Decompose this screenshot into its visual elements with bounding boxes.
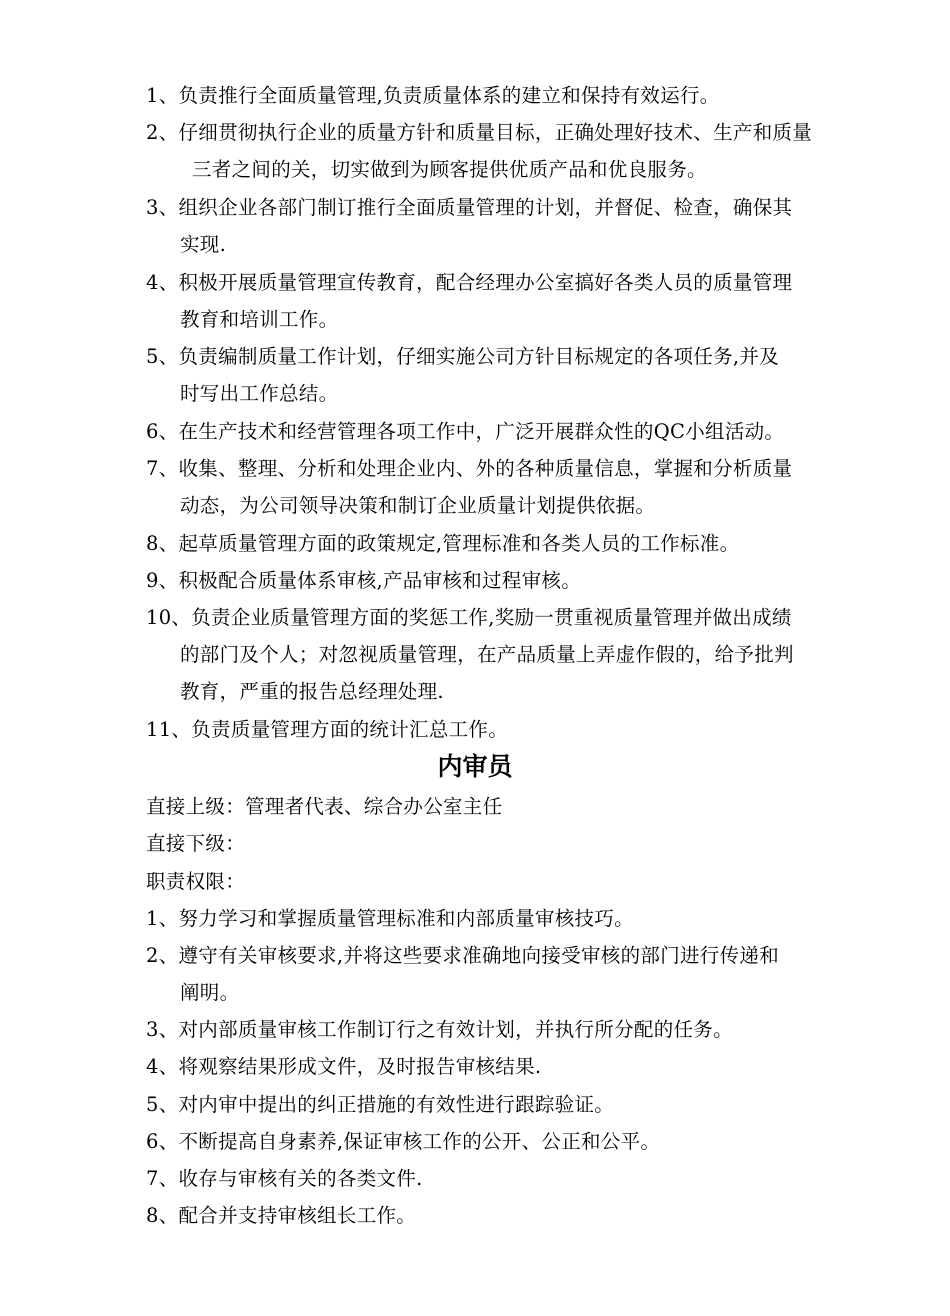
duty-item-4-cont: 教育和培训工作。	[180, 308, 339, 331]
duty-item-10-cont-1: 的部门及个人；对忽视质量管理，在产品质量上弄虚作假的，给予批判	[180, 643, 794, 666]
duty-item-2-cont: 三者之间的关，切实做到为顾客提供优质产品和优良服务。	[192, 158, 707, 181]
auditor-item-7: 7、收存与审核有关的各类文件.	[146, 1167, 423, 1190]
auditor-item-3: 3、对内部质量审核工作制订行之有效计划，并执行所分配的任务。	[146, 1018, 733, 1041]
auditor-item-5: 5、对内审中提出的纠正措施的有效性进行跟踪验证。	[146, 1093, 615, 1116]
section-title: 内审员	[437, 752, 513, 781]
duty-item-7-cont: 动态，为公司领导决策和制订企业质量计划提供依据。	[180, 494, 656, 517]
duty-item-1: 1、负责推行全面质量管理,负责质量体系的建立和保持有效运行。	[146, 84, 720, 107]
duty-item-3: 3、组织企业各部门制订推行全面质量管理的计划，并督促、检查，确保其	[146, 196, 793, 219]
auditor-item-6: 6、不断提高自身素养,保证审核工作的公开、公正和公平。	[146, 1130, 661, 1153]
auditor-item-4: 4、将观察结果形成文件，及时报告审核结果.	[146, 1055, 542, 1078]
duty-item-4: 4、积极开展质量管理宣传教育，配合经理办公室搞好各类人员的质量管理	[146, 271, 793, 294]
auditor-item-1: 1、努力学习和掌握质量管理标准和内部质量审核技巧。	[146, 907, 634, 930]
duty-item-10-cont-2: 教育，严重的报告总经理处理.	[180, 680, 444, 703]
duty-item-5: 5、负责编制质量工作计划，仔细实施公司方针目标规定的各项任务,并及	[146, 345, 780, 368]
duty-item-10: 10、负责企业质量管理方面的奖惩工作,奖励一贯重视质量管理并做出成绩	[146, 606, 792, 629]
auditor-item-8: 8、配合并支持审核组长工作。	[146, 1204, 417, 1227]
duty-item-11: 11、负责质量管理方面的统计汇总工作。	[146, 718, 509, 741]
duty-item-6: 6、在生产技术和经营管理各项工作中，广泛开展群众性的QC小组活动。	[146, 420, 785, 443]
direct-superior: 直接上级：管理者代表、综合办公室主任	[146, 795, 503, 818]
duty-item-7: 7、收集、整理、分析和处理企业内、外的各种质量信息，掌握和分析质量	[146, 457, 793, 480]
auditor-item-2: 2、遵守有关审核要求,并将这些要求准确地向接受审核的部门进行传递和	[146, 944, 780, 967]
duties-label: 职责权限：	[146, 870, 246, 893]
duty-item-9: 9、积极配合质量体系审核,产品审核和过程审核。	[146, 569, 582, 592]
duty-item-8: 8、起草质量管理方面的政策规定,管理标准和各类人员的工作标准。	[146, 532, 740, 555]
duty-item-5-cont: 时写出工作总结。	[180, 382, 339, 405]
duty-item-2: 2、仔细贯彻执行企业的质量方针和质量目标，正确处理好技术、生产和质量	[146, 121, 813, 144]
duty-item-3-cont: 实现.	[180, 233, 227, 256]
auditor-item-2-cont: 阐明。	[180, 981, 240, 1004]
direct-subordinate: 直接下级：	[146, 832, 246, 855]
